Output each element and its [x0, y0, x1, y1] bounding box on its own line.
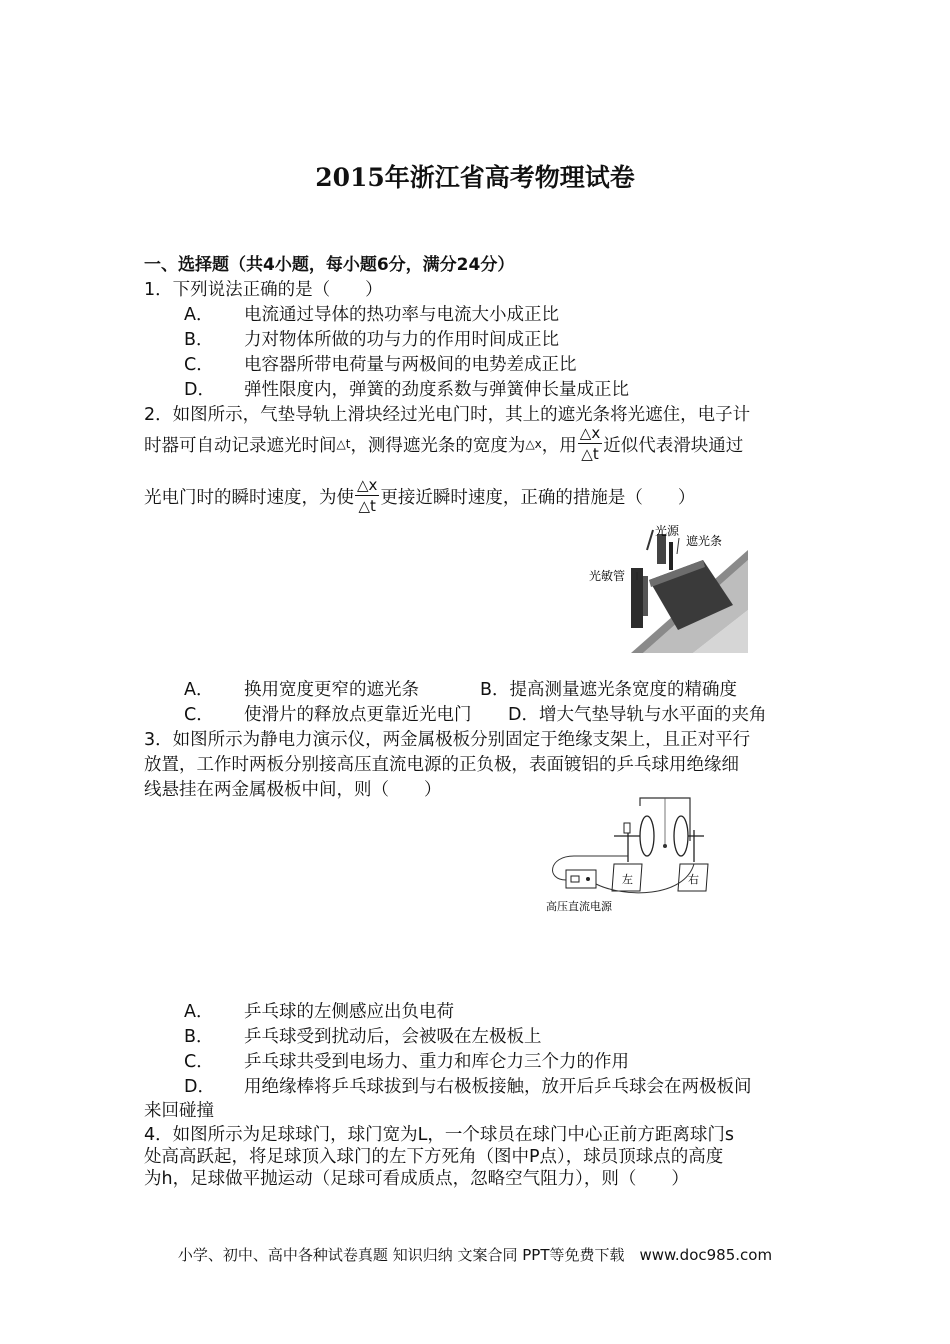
q4-line-3: 为h，足球做平抛运动（足球可看成质点，忽略空气阻力），则（ ） [144, 1169, 689, 1189]
q2-line-2b: ，测得遮光条的宽度为 [350, 435, 526, 456]
label-shade-strip: 遮光条 [686, 534, 723, 548]
footer-text: 小学、初中、高中各种试卷真题 知识归纳 文案合同 PPT等免费下载 www.doc985.com [177, 1246, 773, 1264]
fraction-denominator: △t [358, 497, 376, 515]
q4-line-2: 处高高跃起，将足球顶入球门的左下方死角（图中P点），球员顶球点的高度 [144, 1147, 724, 1167]
q2-line-2c: ，用 [541, 435, 577, 456]
fraction-dx-dt-2 [355, 478, 379, 514]
q2-option-a-letter: A． [184, 680, 214, 700]
fraction-numerator: △x [357, 476, 378, 494]
q2-option-b-letter: B． [480, 680, 510, 700]
q1-option-b-text: 力对物体所做的功与力的作用时间成正比 [244, 330, 559, 350]
label-left-plate: 左 [622, 873, 633, 886]
q3-option-a-text: 乒乓球的左侧感应出负电荷 [244, 1002, 454, 1022]
q1-option-c-text: 电容器所带电荷量与两极间的电势差成正比 [244, 355, 577, 375]
q3-option-b-letter: B． [184, 1027, 214, 1047]
fraction-numerator: △x [579, 424, 601, 442]
q1-option-d-text: 弹性限度内，弹簧的劲度系数与弹簧伸长量成正比 [244, 380, 629, 400]
electrostatic-illustration [544, 796, 718, 914]
page-title: 2015年浙江省高考物理试卷 [315, 163, 635, 192]
fraction-denominator: △t [581, 445, 599, 463]
label-power-supply: 高压直流电源 [546, 900, 612, 913]
q3-line-3: 线悬挂在两金属极板中间，则（ ） [144, 780, 442, 800]
q3-option-d-text: 用绝缘棒将乒乓球拔到与右极板接触，放开后乒乓球会在两极板间 [244, 1077, 752, 1097]
q2-option-d-text: 增大气垫导轨与水平面的夹角 [538, 705, 767, 725]
q1-option-b-letter: B． [184, 330, 214, 350]
air-track-figure [583, 520, 748, 653]
air-track-illustration [583, 520, 748, 653]
label-right-plate: 右 [688, 873, 699, 886]
q2-line-1: 2．如图所示，气垫导轨上滑块经过光电门时，其上的遮光条将光遮住，电子计 [144, 405, 751, 425]
q2-line-2 [144, 426, 743, 462]
q2-option-a-text: 换用宽度更窄的遮光条 [244, 680, 419, 700]
q2-line-3a: 光电门时的瞬时速度，为使 [144, 487, 354, 508]
q3-line-2: 放置，工作时两板分别接高压直流电源的正负极，表面镀铝的乒乓球用绝缘细 [144, 755, 739, 775]
q2-option-b-text: 提高测量遮光条宽度的精确度 [509, 680, 738, 700]
q3-option-b-text: 乒乓球受到扰动后，会被吸在左极板上 [244, 1027, 542, 1047]
section-heading: 一、选择题（共4小题，每小题6分，满分24分） [144, 255, 515, 275]
delta-t-symbol: △t [336, 437, 351, 451]
q2-line-2d: 近似代表滑块通过 [603, 435, 744, 456]
q3-option-d-letter: D． [184, 1077, 215, 1097]
label-light-source: 光源 [655, 524, 680, 538]
q3-line-1: 3．如图所示为静电力演示仪，两金属极板分别固定于绝缘支架上，且正对平行 [144, 730, 751, 750]
delta-x-symbol: △x [525, 437, 542, 451]
q1-option-a-letter: A． [184, 305, 214, 325]
q2-line-2a: 时器可自动记录遮光时间 [144, 435, 337, 456]
q2-option-c-text: 使滑片的释放点更靠近光电门 [244, 705, 472, 725]
q3-option-d-tail: 来回碰撞 [144, 1101, 214, 1121]
electrostatic-figure [544, 796, 718, 914]
q2-option-d-letter: D． [508, 705, 539, 725]
q3-option-c-letter: C． [184, 1052, 214, 1072]
q2-option-c-letter: C． [184, 705, 214, 725]
q1-option-d-letter: D． [184, 380, 215, 400]
q4-line-1: 4．如图所示为足球球门，球门宽为L，一个球员在球门中心正前方距离球门s [144, 1125, 734, 1145]
q1-stem: 1．下列说法正确的是（ ） [144, 280, 383, 300]
q3-option-c-text: 乒乓球共受到电场力、重力和库仑力三个力的作用 [244, 1052, 629, 1072]
q1-option-a-text: 电流通过导体的热功率与电流大小成正比 [244, 305, 559, 325]
q2-line-3 [144, 476, 695, 516]
q2-option-d [508, 701, 766, 726]
q2-option-b [480, 676, 737, 701]
q3-option-a-letter: A． [184, 1002, 214, 1022]
label-photo-tube: 光敏管 [589, 569, 626, 583]
q2-line-3b: 更接近瞬时速度，正确的措施是（ ） [380, 487, 696, 508]
fraction-dx-dt [578, 426, 602, 462]
q1-option-c-letter: C． [184, 355, 214, 375]
